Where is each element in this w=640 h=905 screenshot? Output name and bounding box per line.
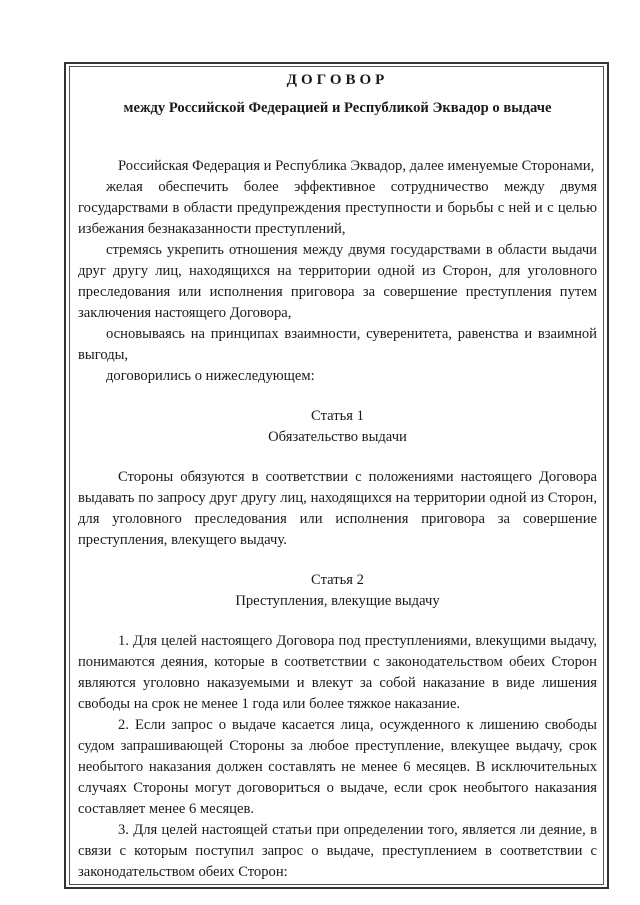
preamble-paragraph: Российская Федерация и Республика Эквадор, далее именуемые Сторонами, — [118, 158, 595, 174]
article-1-paragraph: Стороны обязуются в соответствии с положениями настоящего Договора выдавать по запросу друг другу лиц, находящихся на территории одной из Сторон, для уголовного преследования или исполнения приговора за совершение преступления, влекущего выдачу. — [78, 469, 597, 548]
spacer — [78, 551, 597, 570]
preamble-paragraph: основываясь на принципах взаимности, суверенитета, равенства и взаимной выгоды, — [78, 326, 597, 363]
preamble-paragraph: стремясь укрепить отношения между двумя государствами в области выдачи друг другу лиц, находящихся на территории одной из Сторон, для уголовного преследования или исполнения приговора за совершение преступления путем заключения настоящего Договора, — [78, 242, 597, 321]
article-2-paragraph: 2. Если запрос о выдаче касается лица, осужденного к лишению свободы судом запрашивающей Стороны за любое преступление, влекущее выдачу, срок необытого наказания должен составлять не менее 6 месяцев. В исключительных случаях Стороны могут договориться о выдаче, если срок необытого наказания составляет менее 6 месяцев. — [78, 717, 597, 817]
article-2-number: Статья 2 — [311, 572, 364, 588]
article-1-heading: Обязательство выдачи — [268, 429, 407, 445]
preamble-paragraph: желая обеспечить более эффективное сотрудничество между двумя государствами в области предупреждения преступности и борьбы с ней и с целью избежания безнаказанности преступлений, — [78, 179, 597, 237]
document-page — [78, 70, 597, 883]
article-2-paragraph: 3. Для целей настоящей статьи при определении того, является ли деяние, в связи с которым поступил запрос о выдаче, преступлением в соответствии с законодательством обеих Сторон: — [78, 822, 597, 880]
document-subtitle: между Российской Федерацией и Республикой Эквадор о выдаче — [123, 100, 552, 116]
spacer — [78, 118, 597, 156]
spacer — [78, 612, 597, 631]
spacer — [78, 448, 597, 467]
article-2-paragraph: 1. Для целей настоящего Договора под преступлениями, влекущими выдачу, понимаются деяния, которые в соответствии с законодательством обеих Сторон являются уголовно наказуемыми и влекут за собой наказание в виде лишения свободы на срок не менее 1 года или более тяжкое наказание. — [78, 633, 597, 712]
article-1-number: Статья 1 — [311, 408, 364, 424]
spacer — [78, 387, 597, 406]
document-title: ДОГОВОР — [286, 72, 389, 88]
article-2-heading: Преступления, влекущие выдачу — [235, 593, 440, 609]
preamble-paragraph: договорились о нижеследующем: — [106, 368, 315, 384]
